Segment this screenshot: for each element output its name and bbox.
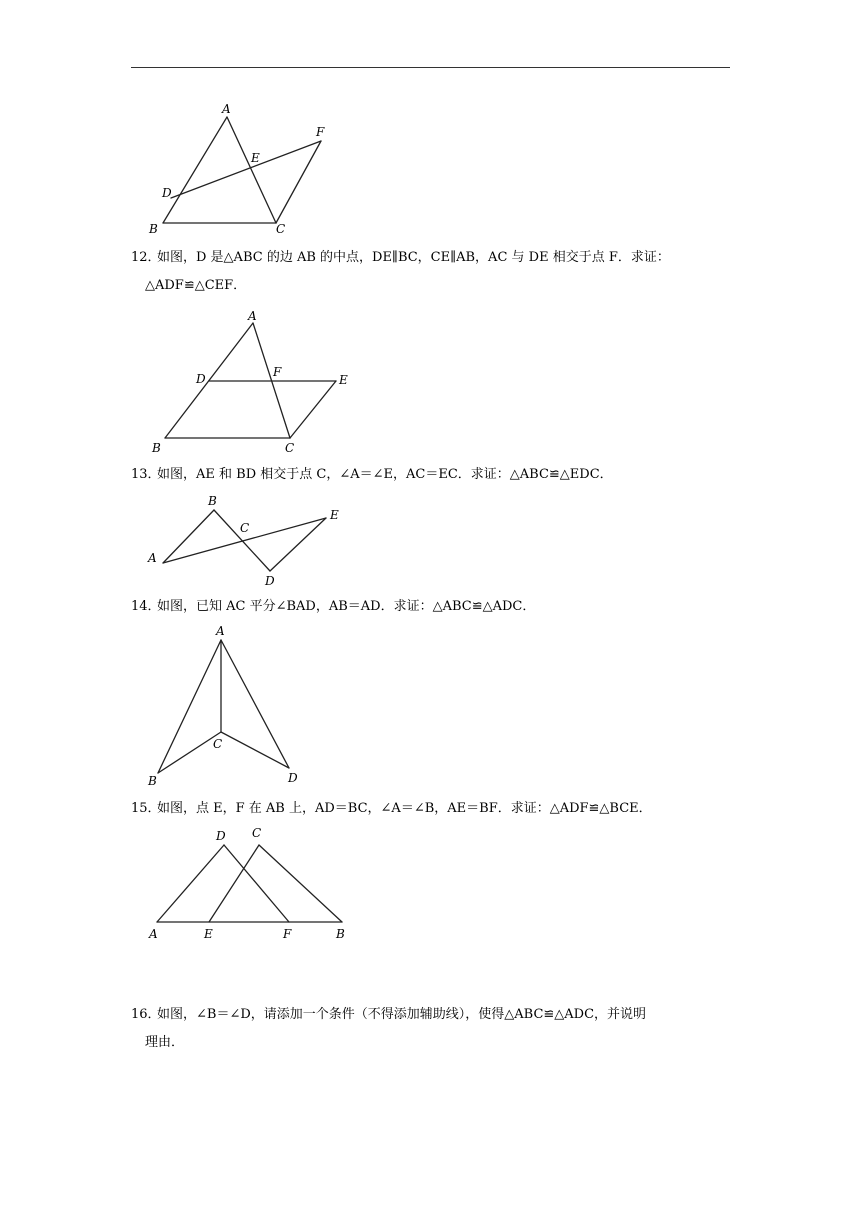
question-number: 14． (131, 599, 161, 614)
question-text: 如图，∠B＝∠D，请添加一个条件（不得添加辅助线），使得△ABC≌△ADC，并说明 (157, 1007, 647, 1022)
figure-11 (148, 102, 325, 236)
figure-12 (151, 309, 348, 455)
question-number: 13． (131, 467, 161, 482)
label-B: B (152, 441, 161, 455)
label-A: A (148, 551, 157, 565)
question-16 (131, 1001, 731, 1057)
label-F: F (316, 125, 325, 139)
label-B: B (148, 774, 157, 788)
figure-14 (147, 624, 298, 788)
label-D: D (288, 771, 298, 785)
label-B: B (336, 927, 345, 941)
label-F: F (273, 365, 282, 379)
question-text: 如图，点 E，F 在 AB 上，AD＝BC，∠A＝∠B，AE＝BF．求证：△ADF≌△BCE． (157, 801, 652, 816)
label-C: C (240, 521, 250, 535)
label-E: E (330, 508, 339, 522)
question-text: 如图，AE 和 BD 相交于点 C，∠A＝∠E，AC＝EC．求证：△ABC≌△EDC． (157, 467, 613, 482)
label-D: D (216, 829, 226, 843)
label-F: F (283, 927, 292, 941)
question-15 (131, 795, 731, 823)
label-C: C (252, 826, 262, 840)
question-14 (131, 593, 731, 621)
label-E: E (251, 151, 260, 165)
label-D: D (196, 372, 206, 386)
label-C: C (213, 737, 223, 751)
question-text: 如图，已知 AC 平分∠BAD，AB＝AD．求证：△ABC≌△ADC． (157, 599, 536, 614)
label-A: A (149, 927, 158, 941)
question-text-continued: △ADF≌△CEF． (145, 278, 247, 293)
label-D: D (265, 574, 275, 588)
label-B: B (149, 222, 158, 236)
label-C: C (276, 222, 286, 236)
question-text-continued: 理由． (145, 1035, 185, 1050)
question-text: 如图，D 是△ABC 的边 AB 的中点，DE∥BC，CE∥AB，AC 与 DE 相交于点 F．求证： (157, 250, 670, 265)
figure-13 (147, 494, 339, 588)
label-A: A (222, 102, 231, 116)
question-number: 15． (131, 801, 161, 816)
question-13 (131, 461, 731, 489)
label-C: C (285, 441, 295, 455)
label-B: B (208, 494, 217, 508)
question-number: 16． (131, 1007, 161, 1022)
label-E: E (204, 927, 213, 941)
label-D: D (162, 186, 172, 200)
figure-15 (148, 826, 345, 941)
label-A: A (248, 309, 257, 323)
label-E: E (339, 373, 348, 387)
question-12 (131, 244, 731, 300)
question-number: 12． (131, 250, 161, 265)
label-A: A (216, 624, 225, 638)
